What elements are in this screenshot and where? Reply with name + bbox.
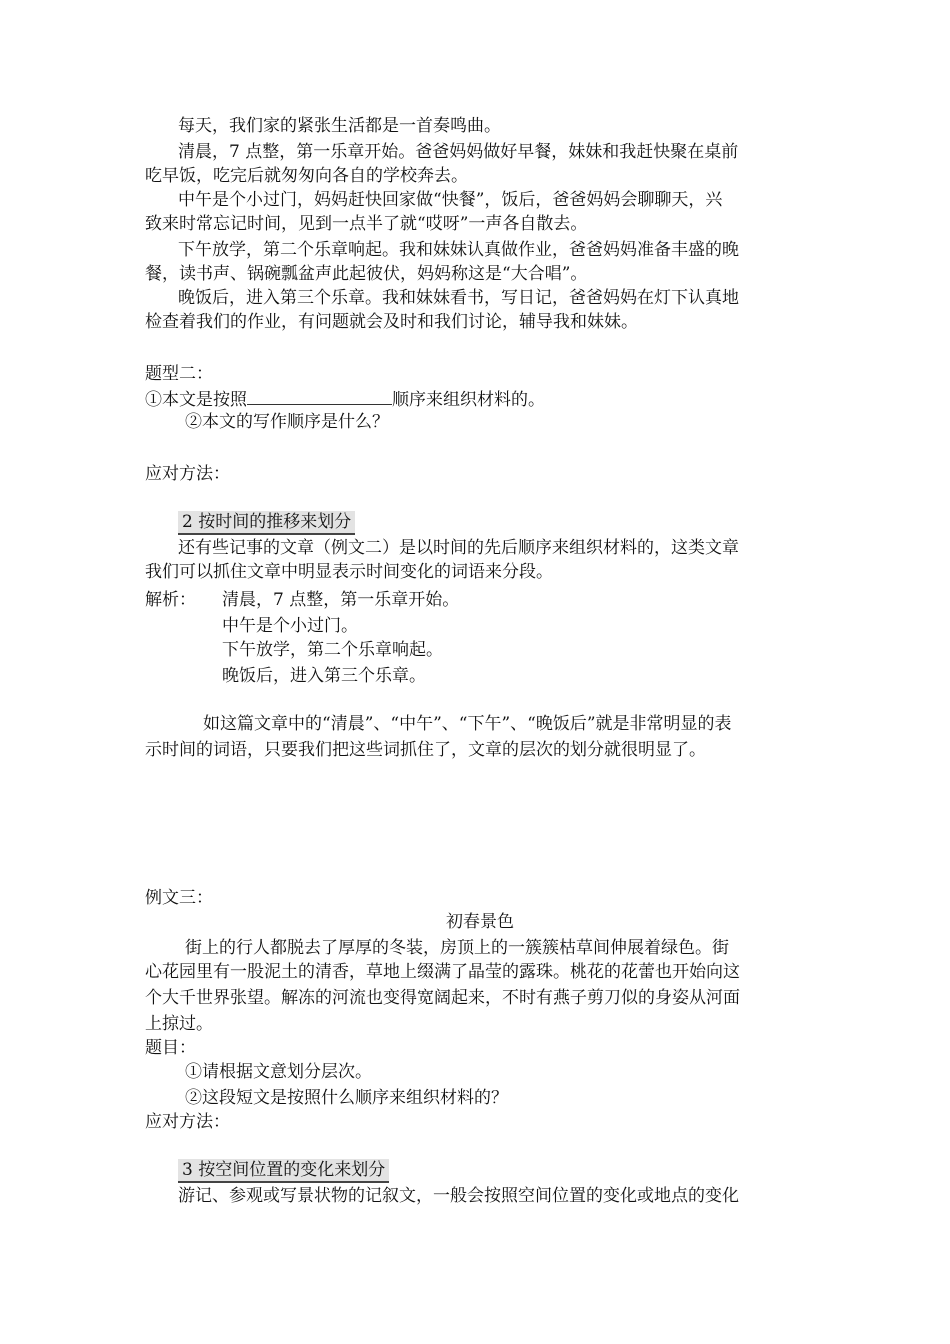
answer-blank <box>247 386 392 405</box>
analysis-line: 下午放学，第二个乐章响起。 <box>222 640 443 660</box>
example-line: 上掠过。 <box>145 1014 213 1034</box>
example-label: 例文三： <box>145 888 213 908</box>
example-line: 个大千世界张望。解冻的河流也变得宽阔起来，不时有燕子剪刀似的身姿从河面 <box>145 988 740 1008</box>
example-line: 心花园里有一股泥土的清香，草地上缀满了晶莹的露珠。桃花的花蕾也开始向这 <box>145 962 740 982</box>
method-label: 应对方法： <box>145 464 230 484</box>
analysis-line: 晚饭后，进入第三个乐章。 <box>222 666 426 686</box>
passage-line: 检查着我们的作业，有问题就会及时和我们讨论，辅导我和妹妹。 <box>145 312 638 332</box>
passage-line: 晚饭后，进入第三个乐章。我和妹妹看书，写日记，爸爸妈妈在灯下认真地 <box>178 288 739 308</box>
question-1-after: 顺序来组织材料的。 <box>392 390 545 410</box>
analysis-line: 清晨，7 点整，第一乐章开始。 <box>222 590 460 610</box>
passage-line: 中午是个小过门，妈妈赶快回家做“快餐”，饭后，爸爸妈妈会聊聊天，兴 <box>178 190 723 210</box>
analysis-label: 解析： <box>145 590 196 610</box>
method-description: 我们可以抓住文章中明显表示时间变化的词语来分段。 <box>145 562 553 582</box>
passage-line: 致来时常忘记时间，见到一点半了就“哎呀”一声各自散去。 <box>145 214 588 234</box>
section-heading-text: 2 按时间的推移来划分 <box>178 511 355 535</box>
passage-line: 餐，读书声、锅碗瓢盆声此起彼伏，妈妈称这是“大合唱”。 <box>145 264 588 284</box>
question-1 <box>145 386 545 410</box>
method-description: 游记、参观或写景状物的记叙文，一般会按照空间位置的变化或地点的变化 <box>178 1186 739 1206</box>
question-1-before: ①本文是按照 <box>145 390 247 410</box>
section-heading-text: 3 按空间位置的变化来划分 <box>178 1159 389 1183</box>
example-title: 初春景色 <box>446 912 514 932</box>
analysis-line: 中午是个小过门。 <box>222 616 358 636</box>
question-type-label: 题型二： <box>145 364 213 384</box>
section-heading <box>178 1158 389 1182</box>
question-2: ②本文的写作顺序是什么？ <box>185 412 389 432</box>
example-question-1: ①请根据文意划分层次。 <box>185 1062 372 1082</box>
method-description: 还有些记事的文章（例文二）是以时间的先后顺序来组织材料的，这类文章 <box>178 538 739 558</box>
passage-line: 下午放学，第二个乐章响起。我和妹妹认真做作业，爸爸妈妈准备丰盛的晚 <box>178 240 739 260</box>
summary-line: 示时间的词语，只要我们把这些词抓住了，文章的层次的划分就很明显了。 <box>145 740 706 760</box>
passage-line: 每天，我们家的紧张生活都是一首奏鸣曲。 <box>178 116 501 136</box>
passage-line: 清晨，7 点整，第一乐章开始。爸爸妈妈做好早餐，妹妹和我赶快聚在桌前 <box>178 142 739 162</box>
example-question-2: ②这段短文是按照什么顺序来组织材料的？ <box>185 1088 508 1108</box>
section-heading <box>178 510 355 534</box>
example-line: 街上的行人都脱去了厚厚的冬装，房顶上的一簇簇枯草间伸展着绿色。街 <box>185 938 729 958</box>
passage-line: 吃早饭，吃完后就匆匆向各自的学校奔去。 <box>145 166 468 186</box>
question-label: 题目： <box>145 1038 196 1058</box>
summary-line: 如这篇文章中的“清晨”、“中午”、“下午”、“晚饭后”就是非常明显的表 <box>203 714 732 734</box>
method-label: 应对方法： <box>145 1112 230 1132</box>
